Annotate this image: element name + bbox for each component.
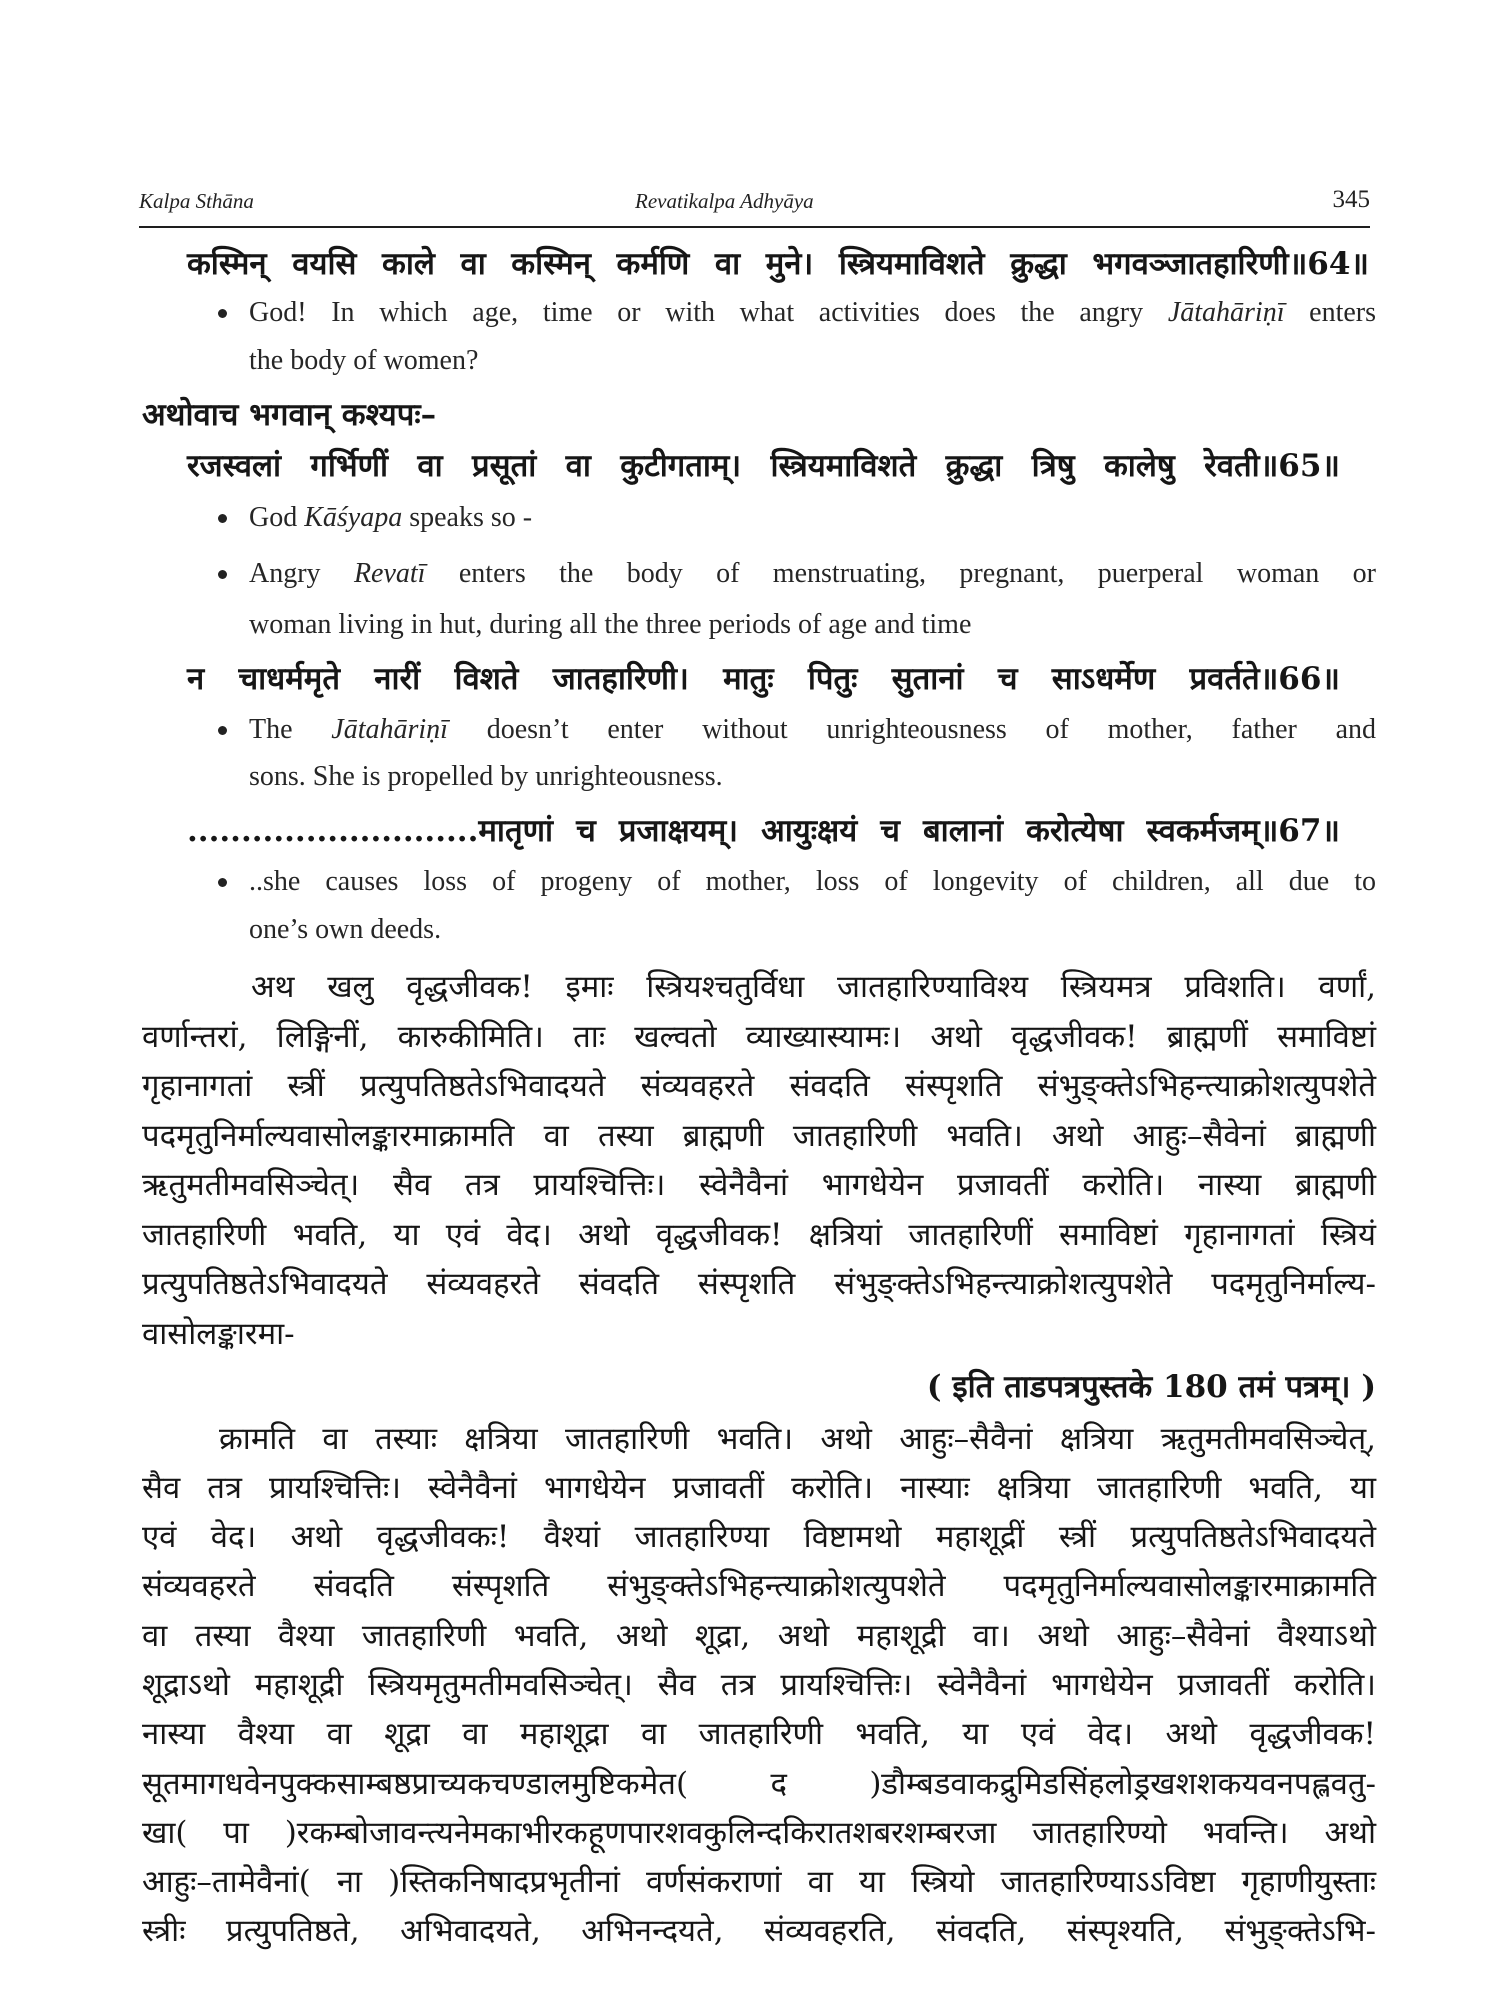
- translation-text: doesn’t enter without unrighteousness of mother, father and: [447, 714, 1377, 745]
- prose-2-line: सूतमागधवेनपुक्कसाम्बष्ठप्राच्यकचण्डालमुष्टिकमेत( द )डौम्बडवाकद्रुमिडसिंहलोड्रखशशकयवनपह्लवतु-: [142, 1766, 1376, 1802]
- translation-text: The: [249, 714, 332, 745]
- translation-term: Revatī: [353, 558, 426, 589]
- verse-66: न चाधर्ममृते नारीं विशते जातहारिणी। मातुः पितुः सुतानां च साऽधर्मेण प्रवर्तते॥66॥: [187, 661, 1340, 697]
- translation-65-line-1: [249, 550, 1376, 598]
- prose-2-line: सैव तत्र प्रायश्चित्तिः। स्वेनैवैनां भागधेयेन प्रजावतीं करोति। नास्याः क्षत्रिया जातहारिणी भवति, या: [142, 1470, 1376, 1506]
- running-head-left: Kalpa Sthāna: [139, 189, 254, 213]
- prose-2-line: संव्यवहरते संवदति संस्पृशति संभुङ्क्तेऽभिहन्त्याक्रोशत्युपशेते पदमृतुनिर्माल्यवासोलङ्कारमाक्रामति: [142, 1568, 1376, 1604]
- running-head-center: Revatikalpa Adhyāya: [635, 189, 814, 213]
- prose-2-line: खा( पा )रकम्बोजावन्त्यनेमकाभीरकहूणपारशवकुलिन्दकिरातशबरशम्बरजा जातहारिण्यो भवन्ति। अथो: [142, 1815, 1376, 1851]
- translation-term: Kāśyapa: [304, 502, 403, 533]
- prose-1-line: प्रत्युपतिष्ठतेऽभिवादयते संव्यवहरते संवदति संस्पृशति संभुङ्क्तेऽभिहन्त्याक्रोशत्युपशेते पदमृतुनिर्माल्य-: [142, 1266, 1376, 1302]
- translation-text: enters the body of menstruating, pregnant, puerperal woman or: [425, 558, 1376, 589]
- prose-1-line: ऋतुमतीमवसिञ्चेत्। सैव तत्र प्रायश्चित्तिः। स्वेनैवैनां भागधेयेन प्रजावतीं करोति। नास्या ब्राह्मणी: [142, 1167, 1376, 1203]
- speaker-intro: अथोवाच भगवान् कश्यपः–: [142, 397, 437, 433]
- prose-2-line: वा तस्या वैश्या जातहारिणी भवति, अथो शूद्रा, अथो महाशूद्री वा। अथो आहुः–सैवेनां वैश्याऽथो: [142, 1618, 1376, 1654]
- bullet-icon: [218, 570, 227, 579]
- verse-65: रजस्वलां गर्भिणीं वा प्रसूतां वा कुटीगताम्। स्त्रियमाविशते क्रुद्धा त्रिषु कालेषु रेवती॥65॥: [187, 448, 1340, 484]
- translation-text: speaks so -: [402, 502, 533, 533]
- verse-64: कस्मिन् वयसि काले वा कस्मिन् कर्मणि वा मुने। स्त्रियमाविशते क्रुद्धा भगवञ्जातहारिणी॥64॥: [187, 246, 1369, 282]
- translation-text: enters: [1284, 297, 1377, 328]
- translation-66-line-1: [249, 706, 1376, 754]
- translation-65-speaker: [249, 494, 1376, 542]
- translation-64-line-2: the body of women?: [249, 345, 479, 376]
- folio-note: ( इति ताडपत्रपुस्तके 180 तमं पत्रम्। ): [926, 1369, 1376, 1405]
- prose-1-line: अथ खलु वृद्धजीवक! इमाः स्त्रियश्चतुर्विधा जातहारिण्याविश्य स्त्रियमत्र प्रविशति। वर्णां,: [251, 969, 1376, 1005]
- translation-text: God: [249, 502, 305, 533]
- prose-1-line: पदमृतुनिर्माल्यवासोलङ्कारमाक्रामति वा तस्या ब्राह्मणी जातहारिणी भवति। अथो आहुः–सैवेनां ब्राह्मणी: [142, 1118, 1376, 1154]
- translation-text: Angry: [249, 558, 354, 589]
- translation-term: Jātahāriṇī: [1167, 297, 1285, 328]
- prose-2-line: शूद्राऽथो महाशूद्री स्त्रियमृतुमतीमवसिञ्चेत्। सैव तत्र प्रायश्चित्तिः। स्वेनैवैनां भागधेयेन प्रजावतीं करोति।: [142, 1667, 1376, 1703]
- verse-67: ...........................मातृणां च प्रजाक्षयम्। आयुःक्षयं च बालानां करोत्येषा स्वकर्मजम्॥67॥: [187, 813, 1340, 849]
- bullet-icon: [218, 309, 227, 318]
- prose-1-line: जातहारिणी भवति, या एवं वेद। अथो वृद्धजीवक! क्षत्रियां जातहारिणीं समाविष्टां गृहानागतां स्त्रियं: [142, 1217, 1376, 1253]
- prose-1-line: वर्णान्तरां, लिङ्गिनीं, कारुकीमिति। ताः खल्वतो व्याख्यास्यामः। अथो वृद्धजीवक! ब्राह्मणीं समाविष्टां: [142, 1019, 1376, 1055]
- translation-67-line-1: ..she causes loss of progeny of mother, loss of longevity of children, all due to: [249, 866, 1376, 897]
- prose-2-line: स्त्रीः प्रत्युपतिष्ठते, अभिवादयते, अभिनन्दयते, संव्यवहरति, संवदति, संस्पृश्यति, संभुङ्क्तेऽभि-: [142, 1913, 1376, 1949]
- translation-text: God! In which age, time or with what activities does the angry: [249, 297, 1168, 328]
- header-rule: [139, 226, 1370, 228]
- bullet-icon: [218, 878, 227, 887]
- translation-64-line-1: [249, 289, 1376, 337]
- bullet-icon: [218, 726, 227, 735]
- prose-2-line: क्रामति वा तस्याः क्षत्रिया जातहारिणी भवति। अथो आहुः–सैवैनां क्षत्रिया ऋतुमतीमवसिञ्चेत्,: [219, 1421, 1376, 1457]
- bullet-icon: [218, 514, 227, 523]
- prose-1-line: वासोलङ्कारमा-: [142, 1316, 295, 1352]
- prose-2-line: आहुः–तामेवैनां( ना )स्तिकनिषादप्रभृतीनां वर्णसंकराणां वा या स्त्रियो जातहारिण्याऽऽविष्टा गृहाणीयुस्ताः: [142, 1864, 1376, 1900]
- translation-term: Jātahāriṇī: [331, 714, 448, 745]
- page-number: 345: [1332, 186, 1370, 213]
- translation-67-line-2: one’s own deeds.: [249, 914, 442, 945]
- translation-65-line-2: woman living in hut, during all the three periods of age and time: [249, 609, 972, 640]
- prose-2-line: नास्या वैश्या वा शूद्रा वा महाशूद्रा वा जातहारिणी भवति, या एवं वेद। अथो वृद्धजीवक!: [142, 1716, 1376, 1752]
- prose-1-line: गृहानागतां स्त्रीं प्रत्युपतिष्ठतेऽभिवादयते संव्यवहरते संवदति संस्पृशति संभुङ्क्तेऽभिहन्त्याक्रोशत्युपशेते: [142, 1068, 1376, 1104]
- translation-66-line-2: sons. She is propelled by unrighteousness.: [249, 761, 723, 792]
- prose-2-line: एवं वेद। अथो वृद्धजीवकः! वैश्यां जातहारिण्या विष्टामथो महाशूद्रीं स्त्रीं प्रत्युपतिष्ठतेऽभिवादयते: [142, 1519, 1376, 1555]
